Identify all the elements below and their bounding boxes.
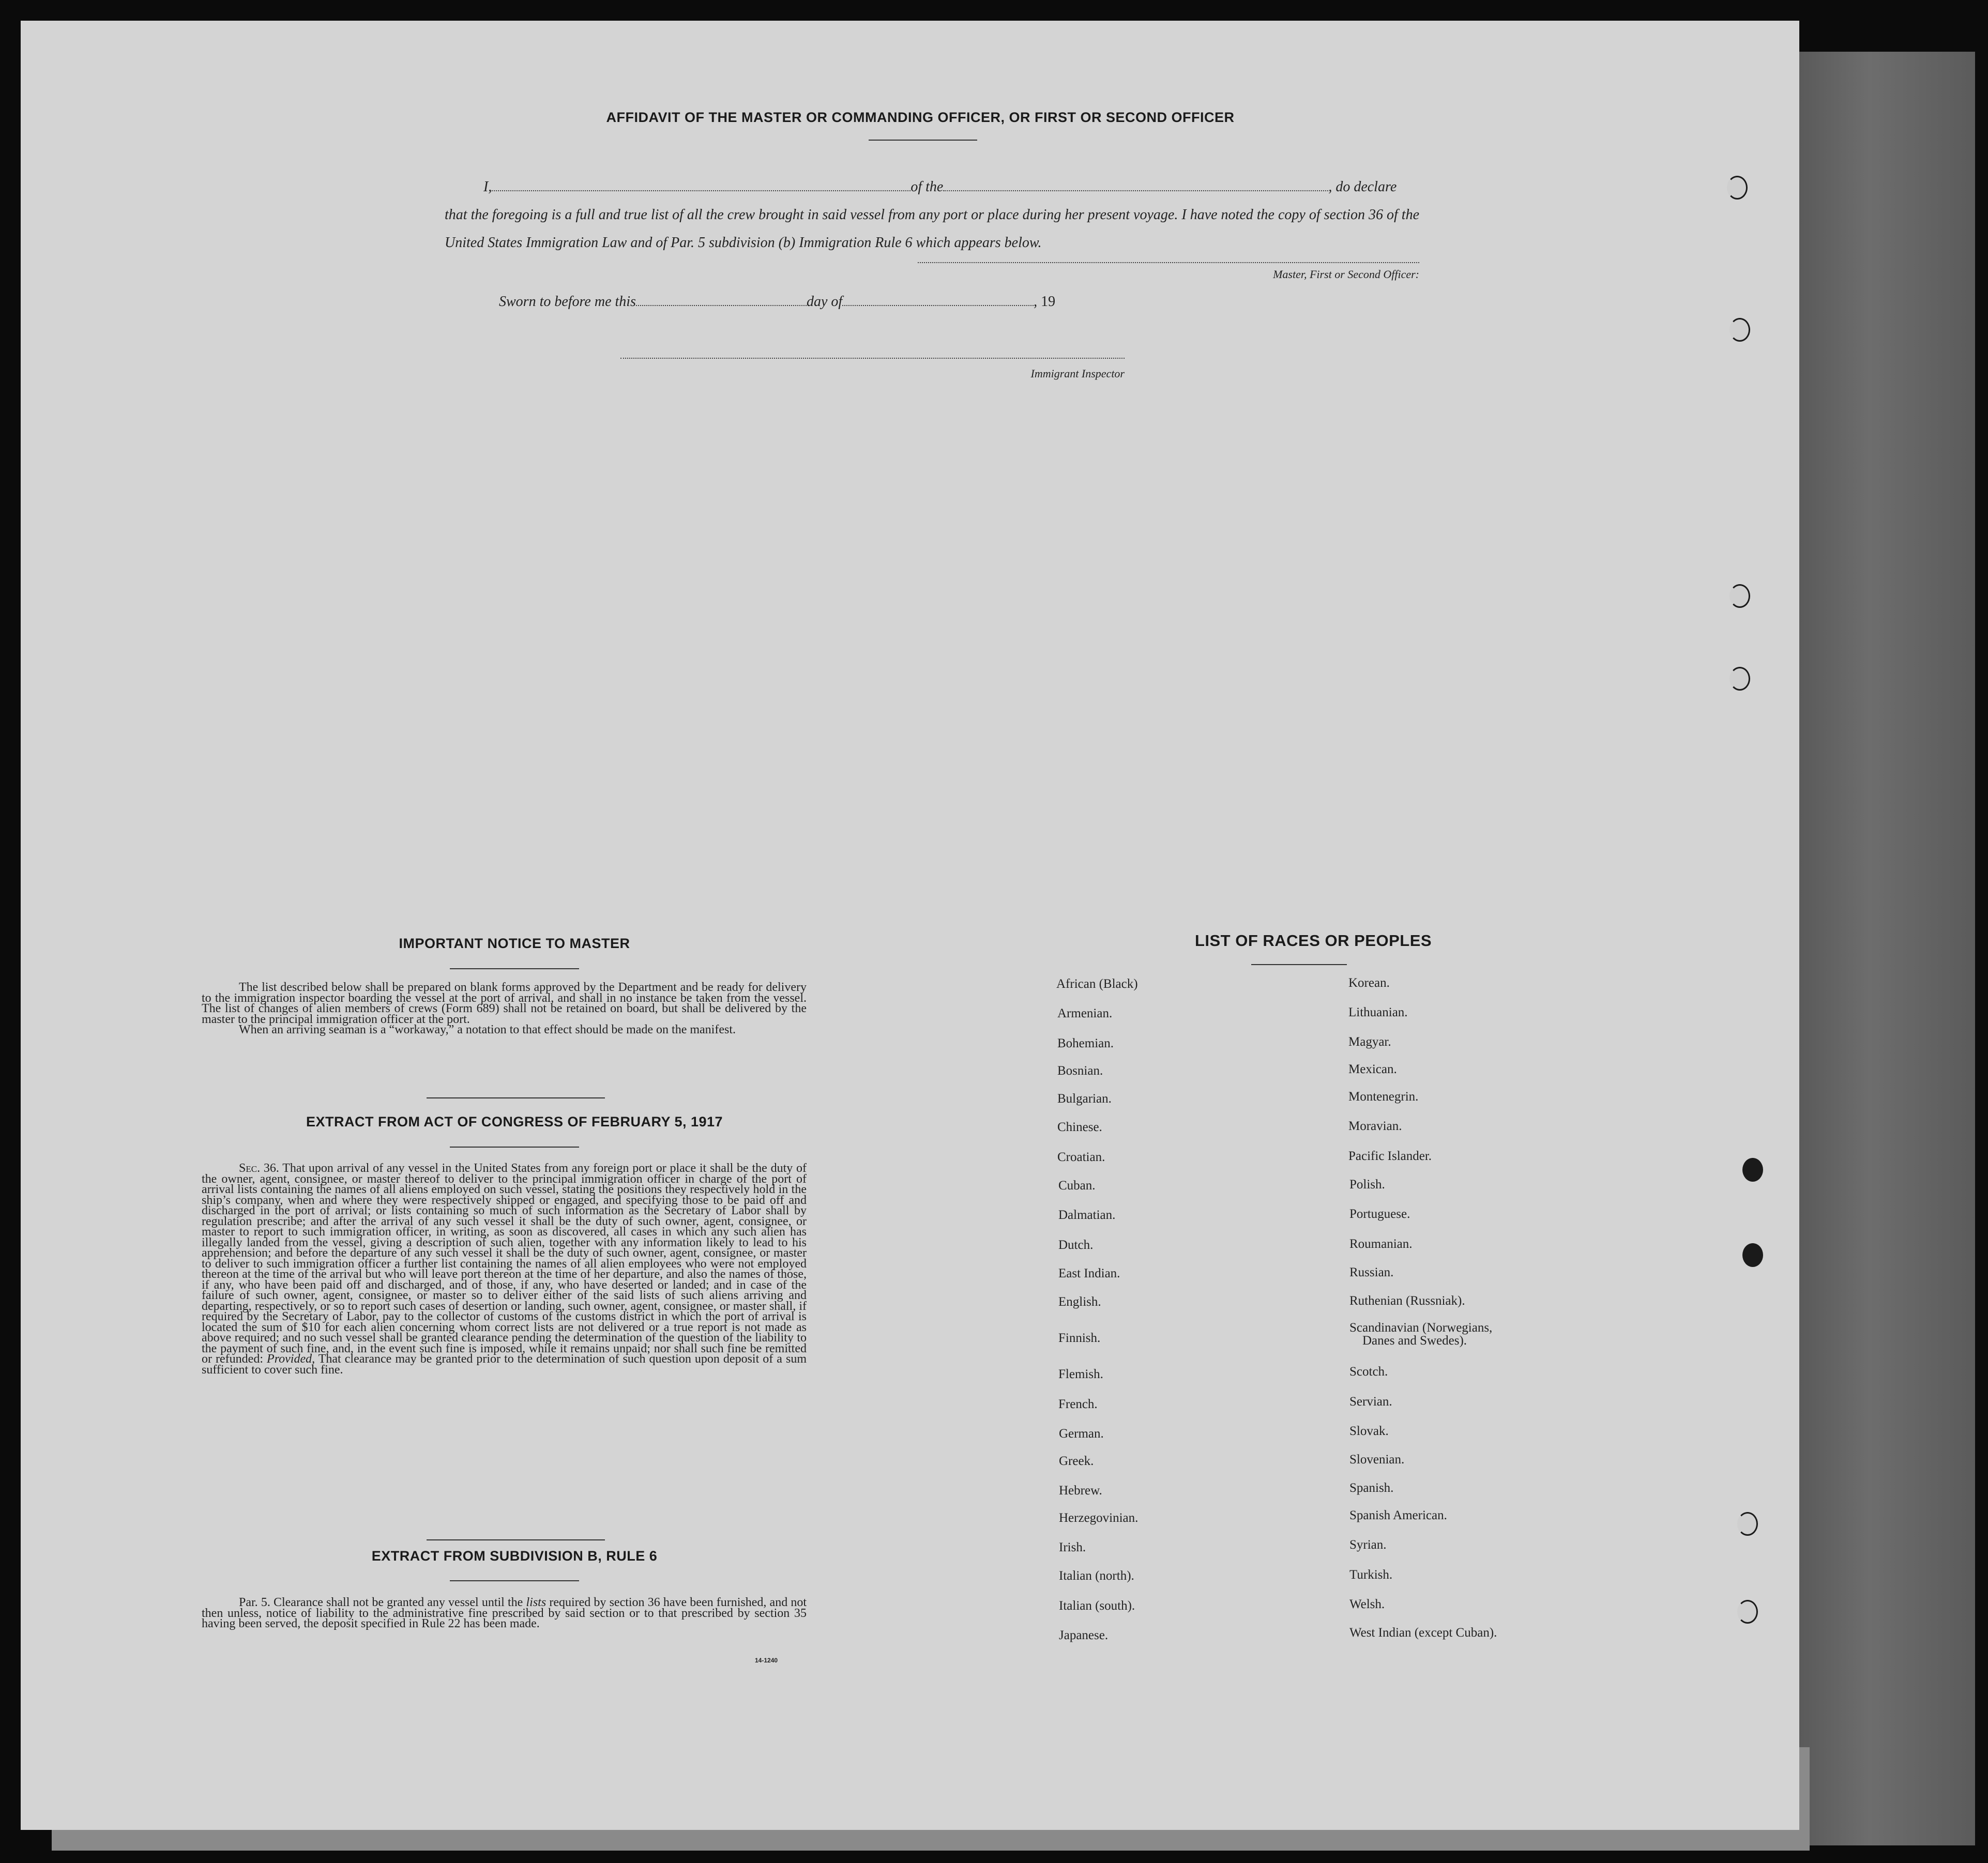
section-label: Sec. 36. (239, 1162, 279, 1175)
race-item: Roumanian. (1349, 1237, 1413, 1251)
race-item: German. (1059, 1427, 1104, 1441)
divider (1251, 964, 1347, 965)
section-36-text-end: That clearance may be granted prior to the determination of such question upon deposit of a sum sufficient to cover such fine. (202, 1352, 807, 1377)
affidavit-title: AFFIDAVIT OF THE MASTER OR COMMANDING OFFICER, OR FIRST OR SECOND OFFICER (606, 110, 1235, 125)
rule-text-b: required by section 36 have been furnished, and not then unless, notice of liability to the administrative fine prescribed by said section or to that prescribed by section 35 having been served, the deposit specified in Rule 22 has been made. (202, 1596, 807, 1630)
inspector-signature-line (620, 357, 1125, 359)
affidavit-declare: , do declare (1328, 179, 1397, 195)
race-item: Hebrew. (1059, 1484, 1102, 1498)
race-item: Danes and Swedes). (1362, 1334, 1467, 1348)
race-item: East Indian. (1058, 1266, 1120, 1280)
divider (427, 1539, 605, 1540)
punch-hole (1727, 176, 1748, 200)
race-item: Cuban. (1058, 1179, 1096, 1193)
notice-para-2: When an arriving seaman is a “workaway,” a notation to that effect should be made on the manifest. (239, 1023, 736, 1036)
sworn-line (499, 294, 1055, 310)
race-item: Magyar. (1348, 1035, 1391, 1049)
master-signature-line (918, 261, 1419, 263)
notice-para-1: The list described below shall be prepared on blank forms approved by the Department and be ready for delivery to the immigration inspector boarding the vessel at the port of arrival, and shall in no instance be taken from the vessel. The list of changes of alien members of crews (Form 689) shall not be retained on board, but shall be delivered by the master to the principal immigration officer at the port. (202, 981, 807, 1026)
race-item: Polish. (1349, 1178, 1385, 1192)
divider (450, 1147, 579, 1148)
proviso-word: Provided, (267, 1352, 315, 1366)
race-item: Welsh. (1349, 1597, 1385, 1611)
race-item: Scandinavian (Norwegians, (1349, 1321, 1493, 1335)
race-item: Italian (north). (1059, 1569, 1134, 1583)
act-extract-title: EXTRACT FROM ACT OF CONGRESS OF FEBRUARY 5, 1917 (306, 1114, 723, 1129)
rule-text-a: Par. 5. Clearance shall not be granted any vessel until the (239, 1596, 523, 1609)
race-item: Chinese. (1057, 1120, 1102, 1134)
race-item: Slovak. (1349, 1424, 1389, 1438)
punch-hole (1729, 318, 1750, 342)
races-title: LIST OF RACES OR PEOPLES (1194, 932, 1432, 950)
notice-text (202, 982, 807, 1035)
form-page (21, 21, 1799, 1830)
rule-extract-title: EXTRACT FROM SUBDIVISION B, RULE 6 (371, 1548, 658, 1564)
punch-hole (1737, 1600, 1758, 1624)
race-item: Mexican. (1348, 1062, 1397, 1076)
notice-title: IMPORTANT NOTICE TO MASTER (399, 936, 630, 951)
divider (427, 1097, 605, 1098)
race-item: Japanese. (1059, 1628, 1109, 1642)
race-item: Bohemian. (1057, 1036, 1114, 1050)
race-item: Herzegovinian. (1059, 1511, 1139, 1525)
punch-hole (1729, 584, 1750, 608)
race-item: Lithuanian. (1348, 1005, 1408, 1019)
sworn-day-of: day of (806, 294, 843, 310)
form-number: 14-1240 (755, 1657, 778, 1664)
race-item: Spanish. (1349, 1481, 1394, 1495)
race-item: Korean. (1348, 976, 1390, 990)
affidavit-body-text: that the foregoing is a full and true list of all the crew brought in said vessel from any port or place during her present voyage. I have noted the copy of section 36 of the United States Immigration Law and of Par. 5 subdivision (b) Immigration Rule 6 which appears below. (445, 207, 1419, 251)
race-item: African (Black) (1056, 977, 1138, 991)
divider (450, 1580, 579, 1581)
punch-hole (1742, 1158, 1763, 1182)
sworn-year: , 19 (1034, 294, 1056, 310)
race-item: West Indian (except Cuban). (1349, 1626, 1497, 1640)
underlying-sheet (1799, 52, 1975, 1845)
race-item: Finnish. (1058, 1331, 1101, 1345)
race-item: Servian. (1349, 1395, 1392, 1409)
race-item: Russian. (1349, 1265, 1394, 1279)
affidavit-i: I, (483, 179, 492, 195)
race-item: Turkish. (1349, 1568, 1393, 1582)
race-item: Croatian. (1057, 1150, 1105, 1164)
affidavit-of-the: of the (910, 179, 944, 195)
race-item: Bosnian. (1057, 1064, 1103, 1078)
race-item: Portuguese. (1349, 1207, 1410, 1221)
race-item: Moravian. (1348, 1119, 1402, 1133)
act-extract-text (202, 1163, 807, 1375)
lists-word: lists (526, 1596, 547, 1609)
race-item: Bulgarian. (1057, 1092, 1112, 1106)
race-item: Slovenian. (1349, 1453, 1405, 1467)
divider (450, 968, 579, 969)
name-blank (492, 185, 910, 191)
race-item: English. (1058, 1295, 1101, 1309)
punch-hole (1737, 1512, 1758, 1536)
race-item: French. (1058, 1397, 1098, 1411)
race-item: Montenegrin. (1348, 1090, 1419, 1104)
month-blank (842, 300, 1034, 306)
race-item: Irish. (1059, 1540, 1086, 1554)
race-item: Ruthenian (Russniak). (1349, 1294, 1465, 1308)
race-item: Armenian. (1057, 1006, 1113, 1020)
race-item: Flemish. (1058, 1367, 1103, 1381)
punch-hole (1742, 1243, 1763, 1267)
race-item: Spanish American. (1349, 1508, 1447, 1522)
race-item: Italian (south). (1059, 1599, 1135, 1613)
vessel-blank (943, 185, 1328, 191)
race-item: Pacific Islander. (1348, 1149, 1432, 1163)
rule-extract-text (202, 1597, 807, 1629)
race-item: Dutch. (1058, 1238, 1094, 1252)
race-item: Scotch. (1349, 1365, 1388, 1379)
inspector-label: Immigrant Inspector (1030, 367, 1125, 380)
punch-hole (1729, 667, 1750, 691)
race-item: Greek. (1059, 1454, 1094, 1468)
master-signature-label: Master, First or Second Officer: (1273, 268, 1419, 281)
affidavit-text (445, 173, 1419, 257)
divider (869, 140, 977, 141)
day-blank (636, 300, 807, 306)
race-item: Dalmatian. (1058, 1208, 1116, 1222)
section-36-text: That upon arrival of any vessel in the United States from any foreign port or place it shall be the duty of the owner, agent, consignee, or master thereof to deliver to the principal immigration officer in charge of the port of arrival lists containing the names of all aliens employed on such vessel, stating the positions they respectively hold in the ship’s company, when and where they were respectively shipped or engaged, and specifying those to be paid off and discharged in the port of arrival; or lists containing so much of such information as the Secretary of Labor shall by regulation prescribe; and after the arrival of any such vessel it shall be the duty of such owner, agent, consignee, or master to report to such immigration officer, in writing, as soon as discovered, all cases in which any such alien has illegally landed from the vessel, giving a description of such alien, together with any information likely to lead to his apprehension; and before the departure of any such vessel it shall be the duty of such owner, agent, consignee, or master to deliver to such immigration officer a further list containing the names of all alien employees who were not employed thereon at the time of the arrival but who will leave port thereon at the time of her departure, and also the names of those, if any, who have been paid off and discharged, and of those, if any, who have deserted or landed; and in case of the failure of such owner, agent, consignee, or master so to deliver either of the said lists of such aliens arriving and departing, respectively, or so to report such cases of desertion or landing, such owner, agent, consignee, or master shall, if required by the Secretary of Labor, pay to the collector of customs of the customs district in which the port of arrival is located the sum of $10 for each alien concerning whom correct lists are not delivered or a true report is not made as above required; and no such vessel shall be granted clearance pending the determination of the question of the liability to the payment of such fine, and, in the event such fine is imposed, while it remains unpaid; nor shall such fine be remitted or refunded: (202, 1162, 807, 1366)
sworn-prefix: Sworn to before me this (499, 294, 636, 310)
race-item: Syrian. (1349, 1538, 1387, 1552)
